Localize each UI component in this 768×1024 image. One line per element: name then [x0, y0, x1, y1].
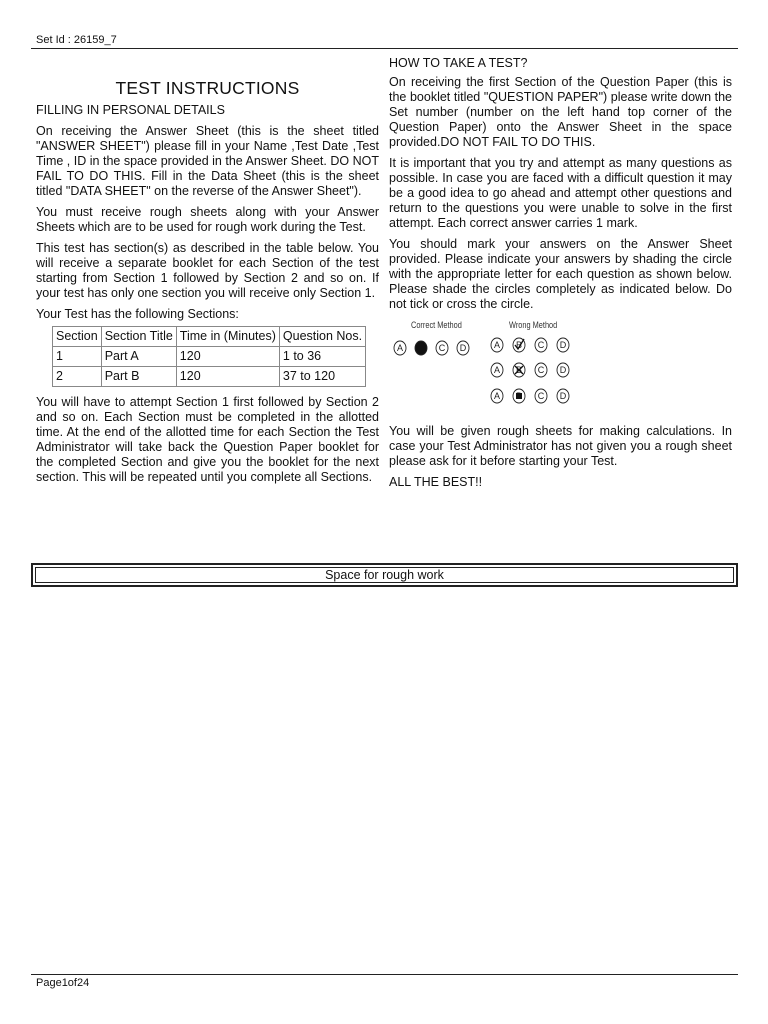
set-id: Set Id : 26159_7 [36, 34, 117, 46]
svg-text:C: C [537, 365, 545, 375]
svg-text:C: C [537, 391, 545, 401]
table-header-row [53, 327, 366, 347]
bubble-examples-icon [389, 316, 732, 418]
svg-text:D: D [559, 391, 567, 401]
svg-text:D: D [459, 343, 467, 353]
answer-bubble [457, 341, 469, 355]
table-header-cell: Section [53, 327, 102, 347]
answer-bubble [415, 341, 427, 355]
rough-work-box [31, 563, 738, 587]
sections-intro: Your Test has the following Sections: [36, 307, 239, 321]
answer-sheet-paragraph: On receiving the Answer Sheet (this is the sheet titled "ANSWER SHEET") please fill in your Name ,Test Date ,Test Time , ID in the space provided in the Answer Sheet. DO NOT FAIL TO DO THIS. Fill in the Data Sheet (this is the sheet titled "DATA SHEET" on the reverse of the Answer Sheet"). [36, 124, 379, 198]
table-header-cell: Question Nos. [279, 327, 365, 347]
svg-text:A: A [493, 340, 501, 350]
answer-bubble [394, 341, 406, 355]
personal-details-heading: FILLING IN PERSONAL DETAILS [36, 103, 225, 117]
answer-bubble [535, 389, 547, 403]
svg-text:A: A [493, 391, 501, 401]
page-title: TEST INSTRUCTIONS [115, 78, 300, 98]
svg-text:D: D [559, 365, 567, 375]
right-column [389, 56, 732, 496]
table-cell: 1 to 36 [279, 347, 365, 367]
answer-bubble [491, 363, 503, 377]
table-cell: Part B [101, 367, 176, 387]
table-cell: 2 [53, 367, 102, 387]
header-divider [31, 48, 738, 49]
marking-paragraph: You should mark your answers on the Answer Sheet provided. Please indicate your answers by shading the circle with the appropriate letter for each question as shown below. Please shade the circles completely as indicated below. Do not tick or cross the circle. [389, 237, 732, 311]
answer-bubble [436, 341, 448, 355]
rough-work-label: Space for rough work [35, 567, 734, 583]
left-column [36, 78, 379, 491]
svg-text:D: D [559, 340, 567, 350]
answer-bubble [535, 338, 547, 352]
table-cell: 120 [176, 347, 279, 367]
svg-text:B: B [515, 340, 523, 350]
page-number: Page1of24 [36, 977, 90, 989]
table-header-cell: Time in (Minutes) [176, 327, 279, 347]
table-cell: 1 [53, 347, 102, 367]
svg-text:B: B [515, 365, 523, 375]
closing-text: ALL THE BEST!! [389, 475, 483, 489]
table-cell: 37 to 120 [279, 367, 365, 387]
svg-text:C: C [438, 343, 446, 353]
table-cell: 120 [176, 367, 279, 387]
how-to-take-test-heading: HOW TO TAKE A TEST? [389, 56, 528, 70]
attempt-paragraph: It is important that you try and attempt as many questions as possible. In case you are faced with a difficult question it may be a good idea to go ahead and attempt other questions and return to the questions you were unable to solve in the first attempt. Each correct answer carries 1 mark. [389, 156, 732, 230]
footer-divider [31, 974, 738, 975]
table-row [53, 347, 366, 367]
answer-bubble [491, 338, 503, 352]
svg-text:C: C [537, 340, 545, 350]
svg-text:A: A [396, 343, 404, 353]
answer-bubble [557, 338, 569, 352]
wrong-method-label: Wrong Method [509, 320, 558, 330]
answer-bubble [513, 363, 525, 377]
answer-bubble [513, 338, 525, 352]
marking-methods-illustration [389, 316, 732, 418]
sections-paragraph: This test has section(s) as described in the table below. You will receive a separate booklet for each Section of the test starting from Section 1 followed by Section 2 and so on. If your test has only one section you will receive only Section 1. [36, 241, 379, 300]
answer-bubble [557, 363, 569, 377]
attempt-order-paragraph: You will have to attempt Section 1 first followed by Section 2 and so on. Each Section must be completed in the allotted time. At the end of the allotted time for each Section the Test Administrator will take back the Question Paper booklet for the completed Section and give you the booklet for the next section. This will be repeated until you complete all Sections. [36, 395, 379, 484]
rough-sheets-paragraph: You must receive rough sheets along with your Answer Sheets which are to be used for rough work during the Test. [36, 205, 379, 234]
rough-sheets-paragraph-right: You will be given rough sheets for making calculations. In case your Test Administrator has not given you a rough sheet please ask for it before starting your Test. [389, 424, 732, 468]
sections-table [52, 326, 366, 387]
set-number-paragraph: On receiving the first Section of the Question Paper (this is the booklet titled "QUESTION PAPER") please write down the Set number (number on the left hand top corner of the Question Paper) onto the Answer Sheet in the space provided.DO NOT FAIL TO DO THIS. [389, 75, 732, 149]
svg-text:A: A [493, 365, 501, 375]
answer-bubble [535, 363, 547, 377]
answer-bubble [491, 389, 503, 403]
table-row [53, 367, 366, 387]
answer-bubble [513, 389, 525, 403]
correct-method-label: Correct Method [411, 320, 462, 330]
table-header-cell: Section Title [101, 327, 176, 347]
table-cell: Part A [101, 347, 176, 367]
answer-bubble [557, 389, 569, 403]
